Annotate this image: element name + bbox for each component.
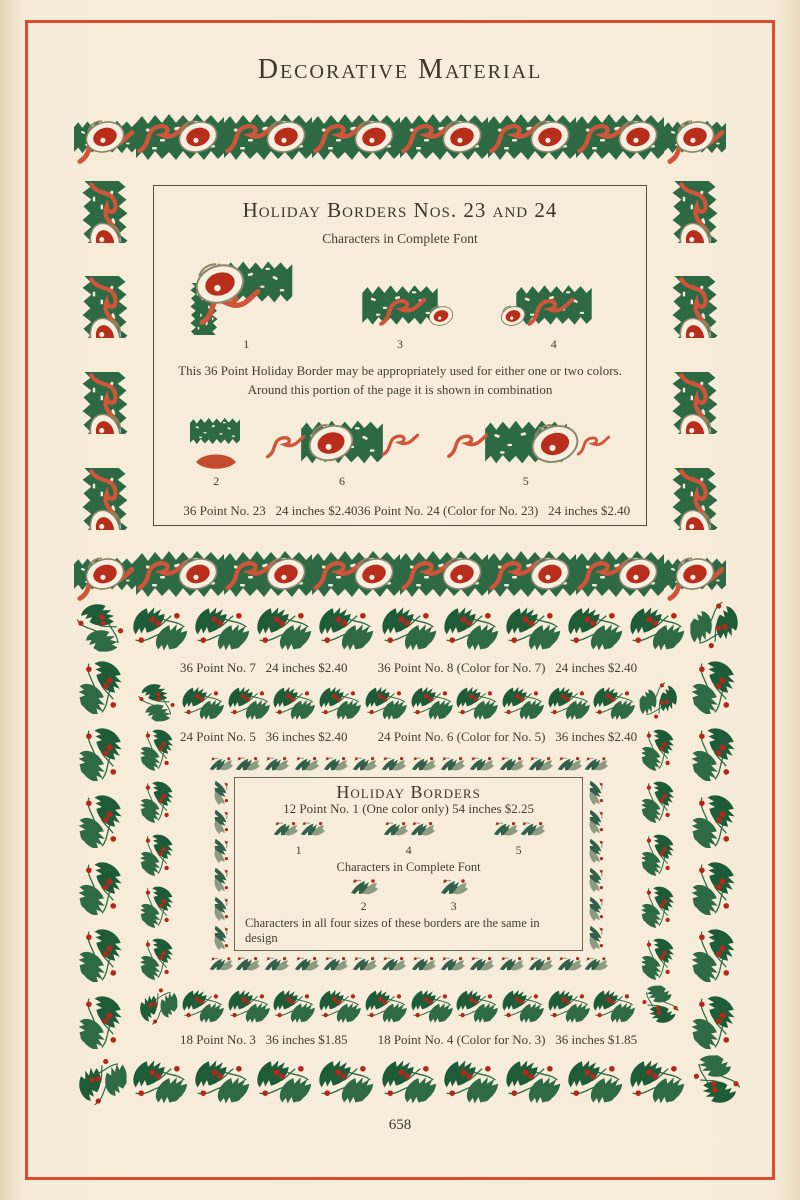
border-character-icon [498, 279, 610, 335]
holly-36pt-top [130, 599, 687, 655]
chain-motif-icon [439, 755, 466, 773]
specimen-number: 4 [550, 337, 557, 351]
inner-panel [234, 777, 583, 951]
chain-motif-icon [234, 955, 261, 973]
holly-motif-icon [627, 1054, 687, 1106]
holly-36pt-frame [74, 599, 726, 1107]
price-label-left: 24 Point No. 5 36 inches $2.40 [180, 728, 348, 744]
holly-motif-icon [271, 682, 317, 722]
chain-motif-icon [322, 755, 349, 773]
bell-panel-center [136, 168, 664, 543]
specimen-box [153, 185, 647, 526]
chain-motif-icon [380, 755, 407, 773]
chain-motif-icon [583, 893, 609, 922]
chain-motif-icon [208, 864, 234, 893]
holly-24pt-top [180, 680, 637, 724]
price-label-left: 18 Point No. 3 36 inches $1.85 [180, 1031, 348, 1047]
chain-motif-icon [410, 955, 437, 973]
holly-motif-icon [226, 682, 272, 722]
chain-motif-icon [439, 955, 466, 973]
chain-corner-icon [583, 951, 609, 977]
holly-motif-icon [687, 722, 743, 784]
bell-motif-icon [664, 168, 726, 255]
page-title: Decorative Material [257, 54, 543, 85]
bell-motif-icon [312, 546, 400, 602]
bell-motif-icon [312, 109, 400, 165]
bell-motif-icon [74, 456, 136, 543]
holly-motif-icon [454, 682, 500, 722]
holly-motif-icon [454, 985, 500, 1025]
holly-motif-icon [503, 1054, 563, 1106]
chain-motif-icon [583, 864, 609, 893]
bell-motif-icon [74, 264, 136, 351]
chain-motif-icon [583, 835, 609, 864]
bell-border-left [74, 168, 136, 543]
chain-motif-icon [583, 922, 609, 951]
specimen-figure [442, 414, 610, 489]
chain-motif-icon [556, 755, 583, 773]
holly-motif-icon [317, 985, 363, 1025]
bell-motif-icon [576, 546, 664, 602]
chain-corner-icon [208, 751, 234, 777]
holly-motif-icon [627, 601, 687, 653]
bell-motif-icon [224, 546, 312, 602]
holly-motif-icon [441, 1054, 501, 1106]
page-content [38, 30, 762, 1174]
bell-corner-icon [664, 106, 726, 168]
chain-corner-icon [583, 751, 609, 777]
panel-heading: Holiday Borders Nos. 23 and 24 [242, 198, 558, 222]
holly-corner-icon [136, 680, 180, 724]
bell-motif-icon [400, 546, 488, 602]
chain-motif-icon [322, 955, 349, 973]
holly-motif-icon [74, 990, 130, 1052]
specimen-number: 3 [396, 337, 403, 351]
holly-12pt-frame [208, 751, 609, 977]
label-row-18pt [130, 1027, 687, 1052]
bell-border-frame [74, 106, 726, 578]
chain-motif-icon [208, 835, 234, 864]
holly-motif-icon [254, 601, 314, 653]
holly-motif-icon [379, 601, 439, 653]
holly-motif-icon [687, 655, 743, 717]
price-row [183, 502, 631, 519]
holly-motif-icon [74, 655, 130, 717]
holly-motif-icon [409, 682, 455, 722]
chain-motif-icon [556, 955, 583, 973]
holly-motif-icon [180, 682, 226, 722]
chain-motif-icon [208, 922, 234, 951]
bell-motif-icon [74, 168, 136, 255]
holly-motif-icon [254, 1054, 314, 1106]
holly-36pt-bottom [130, 1052, 687, 1108]
holly-motif-icon [637, 881, 681, 931]
holly-corner-icon [637, 983, 681, 1027]
border-character-icon [442, 414, 610, 472]
price-label-left: 36 Point No. 23 24 inches $2.40 [183, 502, 358, 518]
page-number: 658 [388, 1117, 412, 1133]
holly-motif-icon [130, 1054, 190, 1106]
specimen-figure [190, 257, 302, 352]
border-character-icon [492, 819, 546, 841]
chain-motif-icon [583, 806, 609, 835]
chain-motif-icon [380, 955, 407, 973]
holly-motif-icon [546, 682, 592, 722]
chain-motif-icon [583, 777, 609, 806]
border-character-icon [382, 819, 436, 841]
specimen-number: 5 [522, 473, 529, 488]
holly-motif-icon [503, 601, 563, 653]
holly-corner-icon [687, 599, 743, 655]
holly-corner-icon [637, 680, 681, 724]
specimen-number: 1 [243, 337, 250, 351]
label-row-36pt [130, 655, 687, 680]
specimen-figure [347, 877, 381, 914]
specimen-figure [272, 819, 326, 858]
holly-motif-icon [180, 985, 226, 1025]
holly-24pt-right [637, 724, 681, 983]
holly-motif-icon [136, 724, 180, 774]
chain-motif-icon [263, 955, 290, 973]
border-character-icon [272, 819, 326, 841]
holly-motif-icon [565, 601, 625, 653]
inner-subheading: Characters in Complete Font [336, 860, 481, 874]
holly-24pt-left [136, 724, 180, 983]
inner-note: Characters in all four sizes of these borders are the same in design [245, 916, 540, 945]
chain-motif-icon [208, 893, 234, 922]
holly-motif-icon [192, 601, 252, 653]
holly-motif-icon [316, 601, 376, 653]
bell-motif-icon [224, 109, 312, 165]
chain-motif-icon [527, 955, 554, 973]
chain-motif-icon [263, 755, 290, 773]
holly-36pt-right [687, 655, 743, 1052]
holly-motif-icon [441, 601, 501, 653]
bell-motif-icon [400, 109, 488, 165]
specimen-figure [344, 279, 456, 352]
bell-motif-icon [488, 109, 576, 165]
holly-motif-icon [687, 990, 743, 1052]
holly-corner-icon [74, 599, 130, 655]
specimen-figure [190, 410, 242, 489]
holly-motif-icon [591, 682, 637, 722]
holly-motif-icon [687, 923, 743, 985]
specimen-figure [437, 877, 471, 914]
holly-motif-icon [409, 985, 455, 1025]
panel-subheading: Characters in Complete Font [322, 231, 478, 246]
specimen-row-2 [190, 410, 610, 489]
bell-motif-icon [74, 360, 136, 447]
chain-border-bottom [234, 951, 583, 977]
price-label-right: 18 Point No. 4 (Color for No. 3) 36 inches $1.85 [377, 1031, 638, 1047]
bell-motif-icon [488, 546, 576, 602]
chain-corner-icon [208, 951, 234, 977]
specimen-number: 1 [295, 843, 302, 857]
holly-corner-icon [74, 1052, 130, 1108]
chain-motif-icon [468, 955, 495, 973]
bell-corner-icon [664, 543, 726, 605]
specimen-number: 5 [515, 843, 522, 857]
holly-24pt-frame [136, 680, 681, 1027]
chain-border-right [583, 777, 609, 951]
price-label-right: 24 Point No. 6 (Color for No. 5) 36 inches $2.40 [377, 728, 638, 744]
specimen-row-1 [190, 257, 610, 352]
holly-motif-icon [316, 1054, 376, 1106]
chain-motif-icon [351, 755, 378, 773]
bell-border-bottom [136, 543, 664, 605]
holly-motif-icon [546, 985, 592, 1025]
chain-motif-icon [293, 955, 320, 973]
chain-motif-icon [208, 777, 234, 806]
price-label-right: 36 Point No. 8 (Color for No. 7) 24 inches $2.40 [377, 659, 638, 675]
inner-specimen-row-1 [272, 819, 546, 858]
specimen-number: 3 [450, 899, 457, 913]
bell-motif-icon [136, 109, 224, 165]
specimen-figure [382, 819, 436, 858]
holly-motif-icon [591, 985, 637, 1025]
specimen-number: 2 [360, 899, 367, 913]
holly-motif-icon [363, 985, 409, 1025]
bell-corner-icon [74, 543, 136, 605]
holly-motif-icon [500, 682, 546, 722]
holly-motif-icon [637, 724, 681, 774]
holly-motif-icon [74, 923, 130, 985]
bell-motif-icon [576, 109, 664, 165]
chain-motif-icon [208, 806, 234, 835]
chain-motif-icon [527, 755, 554, 773]
bell-motif-icon [664, 456, 726, 543]
bell-corner-icon [74, 106, 136, 168]
chain-motif-icon [410, 755, 437, 773]
holly-motif-icon [317, 682, 363, 722]
border-character-icon [437, 877, 471, 897]
holly-motif-icon [130, 601, 190, 653]
holly-motif-icon [136, 881, 180, 931]
label-row-24pt [180, 724, 637, 749]
inner-specimen-row-2 [347, 877, 471, 914]
holly-motif-icon [687, 856, 743, 918]
holly-motif-icon [637, 829, 681, 879]
holly-motif-icon [379, 1054, 439, 1106]
specimen-number: 2 [213, 473, 220, 488]
holly-motif-icon [687, 789, 743, 851]
holly-36pt-center [130, 655, 687, 1052]
chain-motif-icon [351, 955, 378, 973]
chain-motif-icon [293, 755, 320, 773]
holly-motif-icon [637, 933, 681, 983]
specimen-number: 6 [338, 473, 345, 488]
bell-motif-icon [664, 264, 726, 351]
border-character-icon [190, 410, 242, 472]
holly-24pt-bottom [180, 983, 637, 1027]
chain-motif-icon [468, 755, 495, 773]
holly-motif-icon [74, 789, 130, 851]
holly-motif-icon [226, 985, 272, 1025]
holly-motif-icon [637, 776, 681, 826]
holly-motif-icon [363, 682, 409, 722]
chain-motif-icon [498, 955, 525, 973]
border-character-icon [347, 877, 381, 897]
holly-motif-icon [500, 985, 546, 1025]
specimen-figure [263, 414, 421, 489]
price-label-left: 36 Point No. 7 24 inches $2.40 [180, 659, 348, 675]
holly-motif-icon [136, 776, 180, 826]
chain-motif-icon [234, 755, 261, 773]
holly-motif-icon [136, 829, 180, 879]
holly-motif-icon [271, 985, 317, 1025]
chain-border-left [208, 777, 234, 951]
holly-36pt-left [74, 655, 130, 1052]
holly-motif-icon [136, 933, 180, 983]
description-text: This 36 Point Holiday Border may be appropriately used for either one or two colors. Around this portion of the page it is shown in combination [178, 363, 622, 397]
inner-price-line: 12 Point No. 1 (One color only) 54 inches $2.25 [283, 801, 535, 816]
holly-corner-icon [136, 983, 180, 1027]
holly-corner-icon [687, 1052, 743, 1108]
holly-motif-icon [192, 1054, 252, 1106]
specimen-figure [498, 279, 610, 352]
specimen-number: 4 [405, 843, 412, 857]
holly-24pt-center [180, 724, 637, 983]
holly-motif-icon [565, 1054, 625, 1106]
inner-heading: Holiday Borders [336, 782, 481, 802]
bell-border-top [136, 106, 664, 168]
holly-motif-icon [74, 856, 130, 918]
border-character-icon [344, 279, 456, 335]
chain-border-top [234, 751, 583, 777]
chain-motif-icon [498, 755, 525, 773]
holly-motif-icon [74, 722, 130, 784]
bell-motif-icon [136, 546, 224, 602]
border-character-icon [190, 257, 302, 335]
border-character-icon [263, 414, 421, 472]
price-label-right: 36 Point No. 24 (Color for No. 23) 24 inches $2.40 [357, 502, 631, 518]
bell-motif-icon [664, 360, 726, 447]
specimen-figure [492, 819, 546, 858]
bell-border-right [664, 168, 726, 543]
